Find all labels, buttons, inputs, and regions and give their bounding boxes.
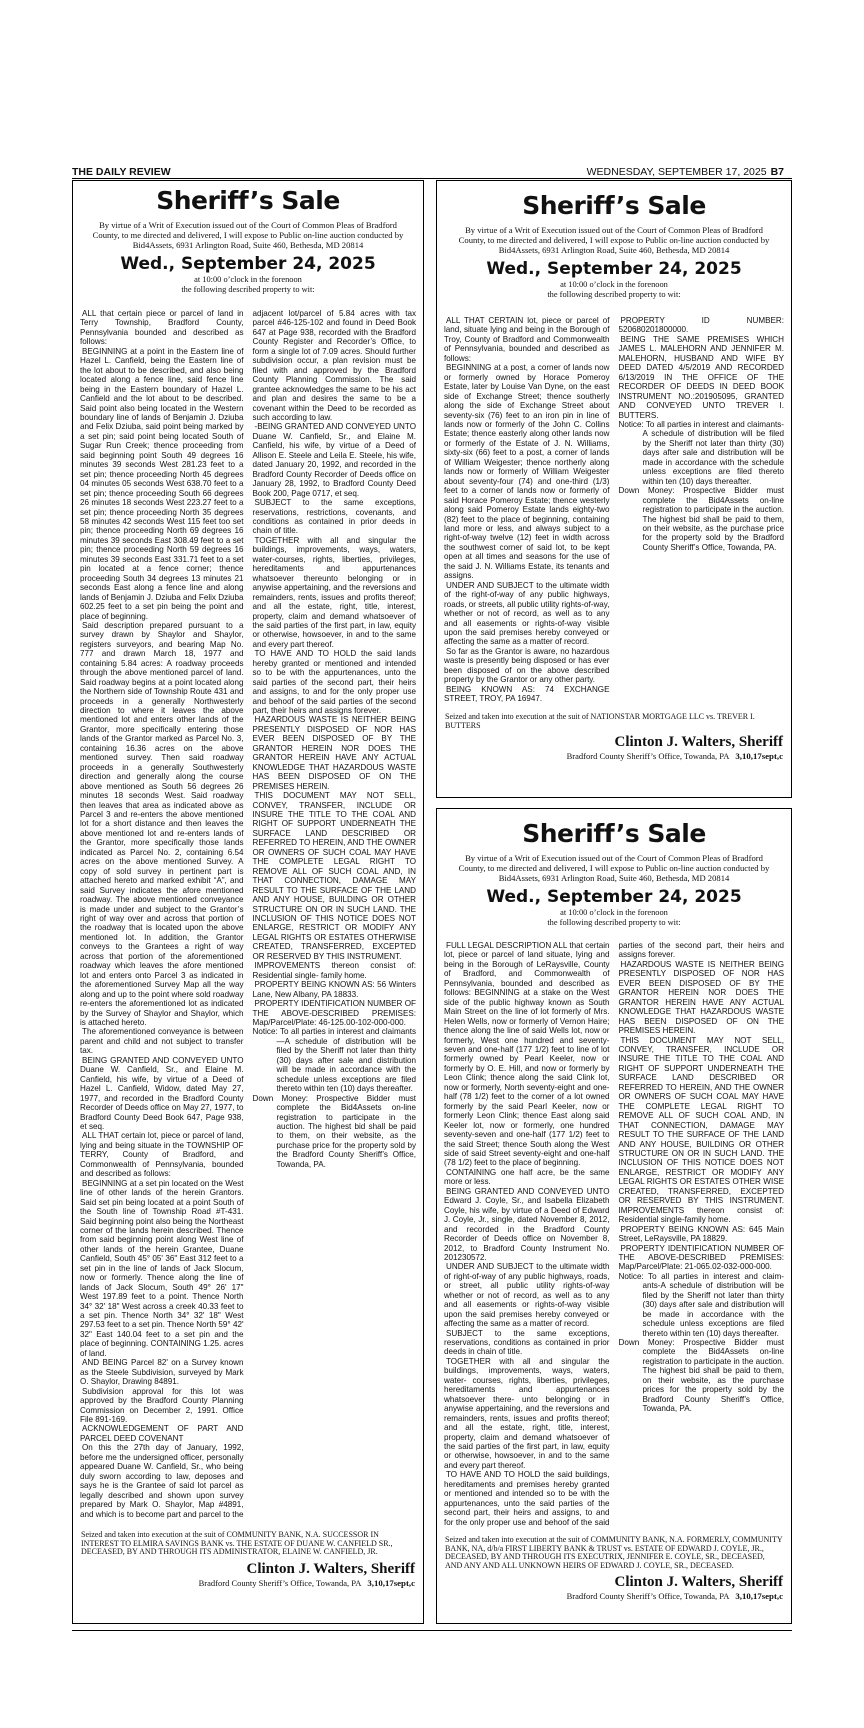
legal-paragraph: BEGINNING at a set pin located on the West line of other lands of the herein Grantors. Said set pin being located at a point South of the South line of Township Road #T-431. Said beginning point also being the Northeast corner of the lands herein described. Thence from said beginning point along West line of other lands of the herein Grantee, Duane Canfield, South 45° 05' 36" East 312 feet to a set pin in the line of lands of Jack Slocum, now or formerly. Thence along the line of lands of Jack Slocum, South 49° 26' 17" West 197.89 feet to a point. Thence North 34° 32' 18" West across a creek 40.33 feet to a set pin. Thence North 34° 32' 18" West 297.53 feet to a set pin. Thence North 59° 42' 32" East 140.04 feet to a set pin and the place of beginning. CONTAINING 1.25. acres of land. (80, 1178, 244, 1358)
legal-paragraph: ALL that certain piece or parcel of land in Terry Township, Bradford County, Pennsylvania bounded and described as follows: (80, 309, 244, 347)
legal-paragraph: TOGETHER with all and singular the buildings, improvements, ways, waters, water- courses, rights, liberties, privileges, hereditaments and appurtenances whatsoever there- unto belonging or in anywise appertaining, and the reversions and remainders, rents, issues and profits thereof; and all the estate, right, title, interest, property, claim and demand whatsoever of the said parties of the first part, in law, equity or otherwise, howsoever, in and to the same and every part thereof. (444, 1356, 610, 1470)
legal-paragraph: HAZARDOUS WASTE IS NEITHER BEING PRESENTLY DISPOSED OF NOR HAS EVER BEEN DISPOSED OF BY THE GRANTOR HEREIN NOR DOES THE GRANTOR HEREIN HAVE ANY ACTUAL KNOWLEDGE THAT HAZARDOUS WASTE HAS BEEN DISPOSED OF ON THE PREMISES HEREIN. (252, 715, 416, 791)
ad-header (437, 819, 791, 927)
sheriff-sale-ad-leraysville (436, 808, 792, 1624)
sale-following: the following described property to wit: (181, 284, 315, 294)
legal-paragraph: THIS DOCUMENT MAY NOT SELL, CONVEY, TRANSFER, INCLUDE OR INSURE THE TITLE TO THE COAL AND RIGHT OF SUPPORT UNDERNEATH THE SURFACE LAND DESCRIBED OR REFERRED TO HEREIN, AND THE OWNER OR OWNERS OF SUCH COAL MAY HAVE THE COMPLETE LEGAL RIGHT TO REMOVE ALL OF SUCH COAL AND, IN THAT CONNECTION, DAMAGE MAY RESULT TO THE SURFACE OF THE LAND AND ANY HOUSE, BUILDING OR OTHER STRUCTURE ON OR IN SUCH LAND. THE INCLUSION OF THIS NOTICE DOES NOT ENLARGE, RESTRICT OR MODIFY ANY LEGAL RIGHTS OR ESTATES OTHERWISE CREATED, TRANSFERRED, EXCEPTED OR RESERVED BY THIS INSTRUMENT. (252, 791, 416, 961)
sheriff-office (81, 1578, 415, 1589)
sheriff-sale-ad-terry-township (72, 180, 424, 1624)
ad-title: Sheriff’s Sale (156, 186, 340, 215)
ad-code: 3,10,17sept,c (735, 751, 783, 762)
legal-paragraph: HAZARDOUS WASTE IS NEITHER BEING PRESENTLY DISPOSED OF NOR HAS EVER BEEN DISPOSED OF BY THE GRANTOR HEREIN NOR DOES THE GRANTOR HEREIN HAVE ANY ACTUAL KNOWLEDGE THAT HAZARDOUS WASTE HAS BEEN DISPOSED OF ON THE PREMISES HEREIN. (618, 959, 784, 1036)
seized-notice: Seized and taken into execution at the suit of NATIONSTAR MORTGAGE LLC vs. TREVER I. BUTTERS (445, 712, 755, 730)
legal-paragraph: Notice: To all parties in interest and claim- ants-A schedule of distribution will be filed by the Sheriff not later than thirty (30) days after sale and distribution will be made in accordance with the schedule unless exceptions are filed thereto within ten (10) days thereafter. (618, 1271, 784, 1338)
legal-paragraph: BEING THE SAME PREMISES WHICH JAMES L. MALEHORN AND JENNIFER M. MALEHORN, HUSBAND AND WIFE BY DEED DATED 4/5/2019 AND RECORDED 6/13/2019 IN THE OFFICE OF THE RECORDER OF DEEDS IN DEED BOOK INSTRUMENT NO.:201905095, GRANTED AND CONVEYED UNTO TREVER I. BUTTERS. (618, 334, 784, 420)
legal-paragraph: ALL THAT certain lot, piece or parcel of land, lying and being situate in the TOWNSHIP OF TERRY, County of Bradford, and Commonwealth of Pennsylvania, bounded and described as follows: (80, 1131, 244, 1179)
sale-following: the following described property to wit: (547, 289, 681, 299)
office-name: Bradford County Sheriff’s Office, Towanda, PA (566, 751, 730, 762)
ad-footer (81, 1531, 415, 1589)
legal-paragraph: TOGETHER with all and singular the buildings, improvements, ways, waters, water-courses, rights, liberties, privileges, hereditaments and appurtenances whatsoever thereunto belonging or in anywise appertaining, and the reversions and remainders, rents, issues and profits thereof; and all the estate, right, title, interest, property, claim and demand whatsoever of the said parties of the first part, in law, equity or otherwise, howsoever, in and to the same and every part thereof. (252, 535, 416, 649)
ad-code: 3,10,17sept,c (735, 1591, 783, 1602)
ad-footer (445, 713, 783, 762)
legal-paragraph: Said description prepared pursuant to a survey drawn by Shaylor and Shaylor, registers surveyors, and bearing Map No. 777 and drawn March 18, 1977 and containing 5.84 acres: A roadway proceeds through the above mentioned parcel of land. Said roadway begins at a point located along the Northern side of Township Route 431 and proceeds in a generally Northwesterly direction to where it leaves the above mentioned lot and enters other lands of the Grantor, more specifically entering those lands of the Grantor marked as Parcel No. 3, containing 16.36 acres on the above mentioned survey. Then said roadway proceeds in a generally Southwesterly direction and generally along the course above mentioned as South 56 degrees 26 minutes 18 seconds West. Said roadway then leaves that area as indicated above as Parcel 3 and re-enters the above mentioned lot for a short distance and then leaves the above mentioned lot and re-enters lands of the Grantor, more specifically those lands indicated as Parcel No. 2, containing 6.54 acres on the above mentioned Survey. A copy of sold survey in pertinent part is attached hereto and marked exhibit “A”, and said Survey indicates the afore mentioned roadway. The above mentioned conveyance is made under and subject to the Grantor’s right of way over and across that portion of the roadway that is located upon the above mentioned lot. In addition, the Grantor conveys to the Grantees a right of way across that portion of the aforementioned roadway which leaves the afore mentioned lot and enters onto Parcel 3 as indicated in the aforementioned Survey Map all the way along and up to the point where sold roadway re-enters the aforementioned lot as indicated by the Survey of Shaylor and Shaylor, which is attached hereto. (80, 620, 244, 1027)
ad-title: Sheriff’s Sale (522, 819, 706, 848)
ad-intro: By virtue of a Writ of Execution issued out of the Court of Common Pleas of Bradford County, to me directed and delivered, I will expose to Public on-line auction conducted by Bid4Assets, 6931 Arlington Road, Suite 460, Bethesda, MD 20814 (92, 220, 404, 250)
legal-paragraph: UNDER AND SUBJECT to the ultimate width of the right-of-way of any public highways, roads, or streets, all public utility rights-of-way, whether or not of record, as well as to any and all easements or rights-of-way visible upon the said premises hereby conveyed or affecting the same as a matter of record. (444, 580, 610, 647)
legal-paragraph: On this the 27th day of January, 1992, before me the undersigned officer, personally appeared Duane W. Canfield, Sr., who being duly sworn according to law, deposes and says he is the Grantee of said lot parcel as legally described and shown upon survey prepared by Mark O. Shaylor, Map #4891, and which is to become part and parcel to the adjacent lot/parcel of 5.84 acres with tax parcel #46-125-102 and found in Deed Book 647 at Page 938, recorded with the Bradford County Register and Recorder’s Office, to form a single lot of 7.09 acres. Should further subdivision occur, a plan revision must be filed with and approved by the Bradford County Planning Commission. The said grantee acknowledges the same to be his act and plan and desires the same to be a covenant within the Deed to be recorded as such according to law. (80, 309, 416, 1519)
legal-paragraph: PROPERTY BEING KNOWN AS: 56 Winters Lane, New Albany, PA 18833. (252, 980, 416, 999)
issue-date-text: WEDNESDAY, SEPTEMBER 17, 2025 (586, 166, 767, 178)
seized-notice: Seized and taken into execution at the suit of COMMUNITY BANK, N.A. SUCCESSOR IN INTEREST TO ELMIRA SAVINGS BANK vs. THE ESTATE OF DUANE W. CANFIELD SR., DECEASED, BY AND THROUGH ITS ADMINISTRATOR, ELAINE W. CANFIELD, JR. (81, 1530, 393, 1557)
sheriff-office (445, 751, 783, 762)
ad-header (437, 191, 791, 299)
sheriff-signature: Clinton J. Walters, Sheriff (614, 734, 783, 751)
legal-paragraph: ACKNOWLEDGEMENT OF PART AND PARCEL DEED COVENANT (80, 1424, 244, 1443)
sale-time: at 10:00 o’clock in the forenoon (194, 275, 302, 284)
legal-paragraph: BEING KNOWN AS: 74 EXCHANGE STREET, TROY, PA 16947. (444, 684, 610, 704)
legal-paragraph: PROPERTY ID NUMBER: 520680201800000. (618, 316, 784, 335)
sale-time: at 10:00 o’clock in the forenoon (560, 280, 668, 289)
legal-paragraph: Subdivision approval for this lot was approved by the Bradford County Planning Commission on December 2, 1991. Office File 891-169. (80, 1386, 244, 1425)
ad-header (73, 186, 423, 294)
newspaper-name: THE DAILY REVIEW (72, 166, 171, 178)
legal-paragraph: -BEING GRANTED AND CONVEYED UNTO Duane W. Canfield, Sr., and Elaine M. Canfield, his wife, by virtue of a Deed of Allison E. Steele and Leila E. Steele, his wife, dated January 20, 1992, and recorded in the Bradford County Recorder of Deeds office on January 28, 1992, to Bradford County Deed Book 200, Page 0717, et seq. (252, 422, 416, 498)
sheriff-signature: Clinton J. Walters, Sheriff (614, 1574, 783, 1591)
sale-time: at 10:00 o’clock in the forenoon (560, 908, 668, 917)
issue-date (587, 166, 784, 178)
legal-paragraph: BEGINNING at a point in the Eastern line of Hazel L. Canfield, being the Eastern line of the lot about to be described, and also being located along a fence line, said fence line being in the Eastern boundary of Hazel L. Canfield and the lot about to be described. Said point also being located in the Western boundary line of lands of Benjamin J. Dziuba and Felix Dziuba, said point being marked by a set pin; said point being located South of Sugar Run Creek; thence proceeding from said beginning point South 49 degrees 16 minutes 39 seconds West 281.23 feet to a set pin; thence proceeding North 45 degrees 04 minutes 05 seconds West 638.70 feet to a set pin; thence proceeding South 66 degrees 26 minutes 18 seconds West 223.27 feet to a set pin; thence proceeding North 35 degrees 58 minutes 42 seconds West 115 feet too set pin; thence proceeding North 69 degrees 16 minutes 39 seconds East 308.49 feet to a set pin; thence proceeding North 59 degrees 16 minutes 39 seconds East 331.71 feet to a set pin located at a fence corner; thence proceeding South 34 degrees 13 minutes 21 seconds East along a fence line and along lands of Benjamin J. Dziuba and Felix Dziuba 602.25 feet to a set pin being the point and place of beginning. (80, 346, 244, 621)
masthead-rule (72, 178, 792, 179)
ad-code: 3,10,17sept,c (367, 1577, 415, 1588)
legal-paragraph: PROPERTY BEING KNOWN AS: 645 Main Street, LeRaysville, PA 18829. (618, 1224, 784, 1244)
legal-paragraph: FULL LEGAL DESCRIPTION ALL that certain lot, piece or parcel of land situate, lying and being in the Borough of LeRaysville, County of Bradford, and Commonwealth of Pennsylvania, bounded and described as follows: BEGINNING at a stake on the West side of the public highway known as South Main Street on the line of lot formerly of Mrs. Helen Wells, now or formerly of Vernon Haire; thence along the line of said Wells lot, now or formerly, West one hundred and seventy-seven and one-half (177 1/2) feet to line of lot formerly owned by Pearl Keeler, now or formerly by O. E. Hill, and now or formerly by Leon Clink; thence along the said Clink lot, now or formerly, North seventy-eight and one-half (78 1/2) feet to the corner of a lot owned formerly by the said Pearl Keeler, now or formerly Leon Clink; thence East along said Keeler lot, now or formerly, one hundred seventy-seven and one-half (177 1/2) feet to the said Street; thence South along the West side of said Street seventy-eight and one-half (78 1/2) feet to the place of beginning. (444, 941, 610, 1168)
legal-paragraph: Down Money: Prospective Bidder must complete the Bid4Assets on-line registration to participate in the auction. The highest bid shall be paid to them, on their website, as the purchase prices for the property sold by the Bradford County Sheriff’s Office, Towanda, PA. (618, 1338, 784, 1414)
ad-footer (445, 1536, 783, 1602)
legal-paragraph: ALL THAT CERTAIN lot, piece or parcel of land, situate lying and being in the Borough of Troy, County of Bradford and Commonwealth of Pennsylvania, bounded and described as follows: (444, 316, 610, 363)
legal-paragraph: BEING GRANTED AND CONVEYED UNTO Edward J. Coyle, Sr., and Isabella Elizabeth Coyle, his wife, by virtue of a Deed of Edward J. Coyle, Jr., single, dated November 8, 2012, and recorded in the Bradford County Recorder of Deeds office on November 8, 2012, to Bradford County Instrument No. 201230572. (444, 1186, 610, 1262)
legal-paragraph: Notice: To all parties in interest and claimants—A schedule of distribution will be filed by the Sheriff not later than thirty (30) days after sale and distribution will be made in accordance with the schedule unless exceptions are filed thereto within ten (10) days thereafter. (252, 1027, 416, 1094)
legal-paragraph: UNDER AND SUBJECT to the ultimate width of right-of-way of any public highways, roads, or street, all public utility rights-of-way whether or not of record, as well as to any and all easements or rights-of-way visible upon the said premises hereby conveyed or affecting the same as a matter of record. (444, 1262, 610, 1329)
legal-paragraph: CONTAINING one half acre, be the same more or less. (444, 1167, 610, 1187)
legal-paragraph: BEING GRANTED AND CONVEYED UNTO Duane W. Canfield, Sr., and Elaine M. Canfield, his wife, by virtue of a Deed of Hazel L. Canfield, Widow, dated May 27, 1977, and recorded in the Bradford County Recorder of Deeds office on May 27, 1977, to Bradford County Deed Book 647, Page 938, et seq. (80, 1055, 244, 1131)
sheriff-office (445, 1591, 783, 1602)
legal-paragraph: SUBJECT to the same exceptions, reservations, restrictions, covenants, and conditions as contained in prior deeds in chain of title. (252, 498, 416, 536)
sale-date: Wed., September 24, 2025 (486, 259, 742, 279)
legal-paragraph: IMPROVEMENTS thereon consist of: Residential single- family home. (252, 961, 416, 980)
seized-notice: Seized and taken into execution at the suit of COMMUNITY BANK, N.A. FORMERLY, COMMUNITY BANK, NA, d/b/a FIRST LIBERTY BANK & TRUST vs. ESTATE OF EDWARD J. COYLE, JR., DECEASED, BY AND THROUGH ITS EXECUTRIX, JENNIFER E. COYLE, SR., DECEASED, AND ANY AND ALL UNKNOWN HEIRS OF EDWARD J. COYLE, SR., DECEASED. (445, 1535, 783, 1570)
sale-date: Wed., September 24, 2025 (120, 254, 376, 274)
legal-paragraph: PROPERTY IDENTIFICATION NUMBER OF THE ABOVE-DESCRIBED PREMISES: Map/Parcel/Plate: 46-125.00-102-000-000. (252, 999, 416, 1027)
sale-following: the following described property to wit: (547, 917, 681, 927)
legal-description-columns (444, 316, 784, 704)
sale-date: Wed., September 24, 2025 (486, 887, 742, 907)
legal-paragraph: TO HAVE AND TO HOLD the said lands hereby granted or mentioned and intended so to be with the appurtenances, unto the said parties of the second part, their heirs and assigns, to and for the only proper use and behoof of the said parties of the second part, their heirs and assigns forever. (252, 649, 416, 716)
legal-paragraph: THIS DOCUMENT MAY NOT SELL, CONVEY, TRANSFER, INCLUDE OR INSURE THE TITLE TO THE COAL AND RIGHT OF SUPPORT UNDERNEATH THE SURFACE LAND DESCRIBED OR REFERRED TO HEREIN, AND THE OWNER OR OWNERS OF SUCH COAL MAY HAVE THE COMPLETE LEGAL RIGHT TO REMOVE ALL OF SUCH COAL AND, IN THAT CONNECTION, DAMAGE MAY RESULT TO THE SURFACE OF THE LAND AND ANY HOUSE, BUILDING OR OTHER STRUCTURE ON OR IN SUCH LAND. THE INCLUSION OF THIS NOTICE DOES NOT ENLARGE, RESTRICT OR MODIFY ANY LEGAL RIGHTS OR ESTATES OTHER WISE CREATED, TRANSFERRED, EXCEPTED OR RESERVED BY THIS INSTRUMENT. IMPROVEMENTS thereon consist of: Residential single-family home. (618, 1035, 784, 1225)
ad-intro: By virtue of a Writ of Execution issued out of the Court of Common Pleas of Bradford County, to me directed and delivered, I will expose to Public on-line auction conducted by Bid4Assets, 6931 Arlington Road, Suite 460, Bethesda, MD 20814 (458, 853, 770, 883)
sheriff-sale-ad-troy-borough (436, 180, 792, 798)
ad-title: Sheriff’s Sale (522, 191, 706, 220)
legal-description-columns (444, 941, 784, 1529)
ad-intro: By virtue of a Writ of Execution issued out of the Court of Common Pleas of Bradford County, to me directed and delivered, I will expose to Public on-line auction conducted by Bid4Assets, 6931 Arlington Road, Suite 460, Bethesda, MD 20814 (458, 225, 770, 255)
legal-description-columns (80, 309, 416, 1524)
page-number: B7 (770, 166, 784, 178)
legal-paragraph: AND BEING Parcel 82' on a Survey known as the Steele Subdivision, surveyed by Mark O. Shaylor, Drawing 84891. (80, 1358, 244, 1387)
sheriff-signature: Clinton J. Walters, Sheriff (246, 1560, 415, 1577)
legal-paragraph: Down Money: Prospective Bidder must complete the Bid4Assets on-line registration to participate in the auction. The highest bid shall be paid to them, on their website, as the purchase price for the property sold by the Bradford County Sheriff’s Office, Towanda, PA. (252, 1093, 416, 1169)
legal-paragraph: BEGINNING at a post, a corner of lands now or formerly owned by Horace Pomeroy Estate, later by Louise Van Dyne, on the east side of Exchange Street; thence southerly along the side of Exchange Street about seventy-six (76) feet to an iron pin in line of lands now or formerly of the John C. Collins Estate; thence easterly along other lands now or formerly of the Estate of J. N. Williams, sixty-six (66) feet to a post, a corner of lands of William Weigester; thence northerly along lands now or formerly of William Weigester about seventy-four (74) and one-third (1/3) feet to a corner of lands now or formerly of said Horace Pomeroy Estate; thence westerly along said Pomeroy Estate lands eighty-two (82) feet to the place of beginning, containing land more or less, and always subject to a right-of-way twelve (12) feet in width across the southwest corner of said lot, to be kept open at all times and seasons for the use of the said J. N. Williams Estate, its tenants and assigns. (444, 363, 610, 581)
office-name: Bradford County Sheriff’s Office, Towanda, PA (566, 1591, 730, 1602)
legal-paragraph: TO HAVE AND TO HOLD the said buildings, hereditaments and premises hereby granted or mentioned and intended so to be with the appurtenances, unto the said parties of the second part, their heirs and assigns, to and for the only proper use and behoof of the said parties of the second part, their heirs and assigns forever. (444, 941, 784, 1527)
legal-paragraph: Notice: To all parties in interest and claimants-A schedule of distribution will be filed by the Sheriff not later than thirty (30) days after sale and distribution will be made in accordance with the schedule unless exceptions are filed thereto within ten (10) days thereafter. (618, 419, 784, 486)
legal-paragraph: So far as the Grantor is aware, no hazardous waste is presently being disposed or has ever been disposed of on the above described property by the Grantor or any other party. (444, 646, 610, 685)
legal-paragraph: PROPERTY IDENTIFICATION NUMBER OF THE ABOVE-DESCRIBED PREMISES: Map/Parcel/Plate: 21-065.02-032-000-000. (618, 1243, 784, 1272)
legal-paragraph: The aforementioned conveyance is between parent and child and not subject to transfer tax. (80, 1027, 244, 1056)
office-name: Bradford County Sheriff’s Office, Towanda, PA (198, 1577, 362, 1588)
legal-paragraph: Down Money: Prospective Bidder must complete the Bid4Assets on-line registration to participate in the auction. The highest bid shall be paid to them, on their website, as the purchase price for the property sold by the Bradford County Sheriff’s Office, Towanda, PA. (618, 486, 784, 552)
legal-paragraph: SUBJECT to the same exceptions, reservations, conditions as contained in prior deeds in chain of title. (444, 1328, 610, 1357)
bottom-rule (72, 1630, 792, 1631)
